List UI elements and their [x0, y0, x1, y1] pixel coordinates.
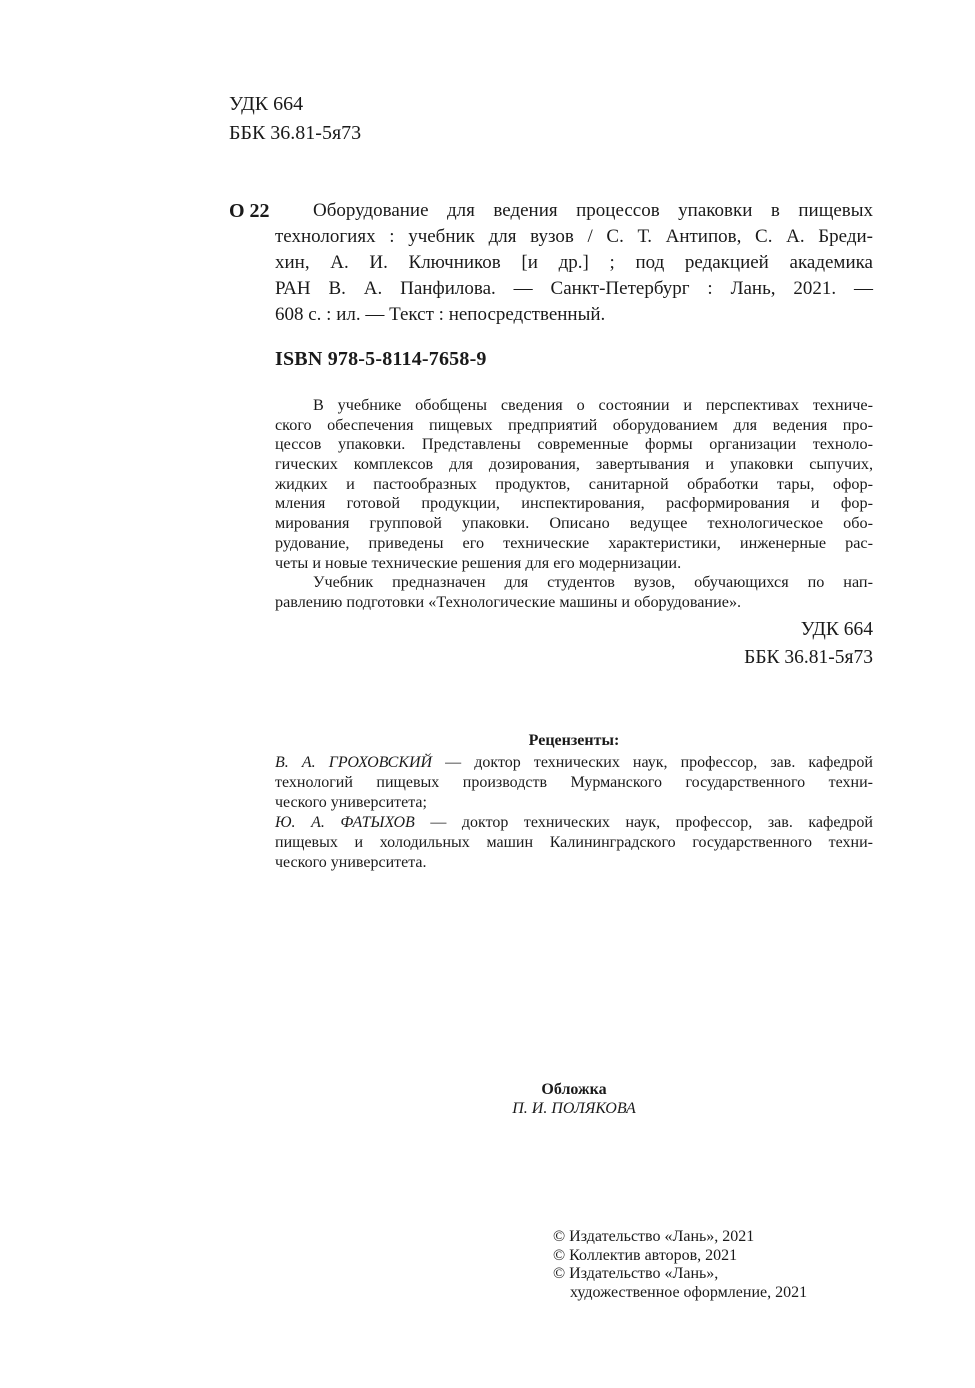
abstract-line: Учебник предназначен для студентов вузов, обучающихся по нап-	[313, 573, 873, 592]
copyright-line: художественное оформление, 2021	[570, 1283, 808, 1301]
biblio-line: Оборудование для ведения процессов упаковки в пищевых	[313, 200, 873, 221]
reviewer-line: пищевых и холодильных машин Калининградского государственного техни-	[275, 834, 873, 851]
author-mark: О 22	[229, 200, 270, 222]
abstract-line: В учебнике обобщены сведения о состоянии и перспективах техниче-	[313, 396, 873, 414]
abstract-line: четы и новые технические решения для его модернизации.	[275, 553, 682, 572]
reviewer-line	[275, 813, 873, 833]
reviewer-name: Ю. А. ФАТЫХОВ	[275, 814, 415, 831]
udk-code: УДК 664	[229, 93, 304, 115]
reviewer-line	[275, 753, 873, 773]
abstract-line: мления готовой продукции, инспектирования, расформирования и фор-	[275, 494, 873, 513]
reviewer-line: ческого университета;	[275, 794, 427, 811]
reviewer-line: технологий пищевых производств Мурманского государственного техни-	[275, 774, 873, 791]
abstract	[275, 396, 873, 613]
biblio-line: технологиях : учебник для вузов / С. Т. Антипов, С. А. Бреди-	[275, 226, 873, 247]
bbk-code: ББК 36.81-5я73	[744, 647, 873, 668]
bbk-code: ББК 36.81-5я73	[229, 122, 362, 144]
copyright-line: © Коллектив авторов, 2021	[553, 1246, 738, 1264]
classification-footer	[744, 616, 873, 672]
copyright-line: © Издательство «Лань»,	[553, 1265, 719, 1282]
abstract-line: ского обеспечения пищевых предприятий оборудованием для ведения про-	[275, 415, 873, 434]
reviewer-name: В. А. ГРОХОВСКИЙ	[275, 754, 433, 771]
abstract-line: гических комплексов для дозирования, завертывания и упаковки сыпучих,	[275, 455, 873, 474]
cover-label: Обложка	[541, 1081, 607, 1098]
copyright-block	[553, 1228, 807, 1302]
cover-credit	[275, 1080, 873, 1118]
reviewers-block	[275, 731, 873, 873]
abstract-line: рудование, приведены его технические характеристики, инженерные рас-	[275, 533, 873, 552]
udk-code: УДК 664	[800, 619, 873, 640]
biblio-line: 608 с. : ил. — Текст : непосредственный.	[275, 304, 606, 325]
abstract-line: цессов упаковки. Представлены современные формы организации техноло-	[275, 435, 873, 454]
biblio-line: хин, А. И. Ключников [и др.] ; под редакцией академика	[275, 252, 873, 273]
classification-header	[229, 90, 361, 148]
isbn: ISBN 978-5-8114-7658-9	[275, 348, 487, 370]
reviewer-credentials: — доктор технических наук, профессор, зав. кафедрой	[432, 754, 873, 771]
reviewers-heading: Рецензенты:	[528, 732, 620, 749]
abstract-line: равлению подготовки «Технологические машины и оборудование».	[275, 592, 742, 611]
copyright-line: © Издательство «Лань», 2021	[553, 1228, 755, 1245]
abstract-line: мирования групповой упаковки. Описано ведущее технологическое обо-	[275, 514, 873, 533]
reviewer-line: ческого университета.	[275, 854, 427, 871]
cover-designer: П. И. ПОЛЯКОВА	[512, 1100, 636, 1117]
abstract-line: жидких и пастообразных продуктов, санитарной обработки тары, офор-	[275, 474, 873, 493]
biblio-line: РАН В. А. Панфилова. — Санкт-Петербург : Лань, 2021. —	[275, 278, 873, 299]
bibliographic-description	[275, 198, 873, 328]
reviewer-credentials: — доктор технических наук, профессор, зав. кафедрой	[414, 814, 873, 831]
